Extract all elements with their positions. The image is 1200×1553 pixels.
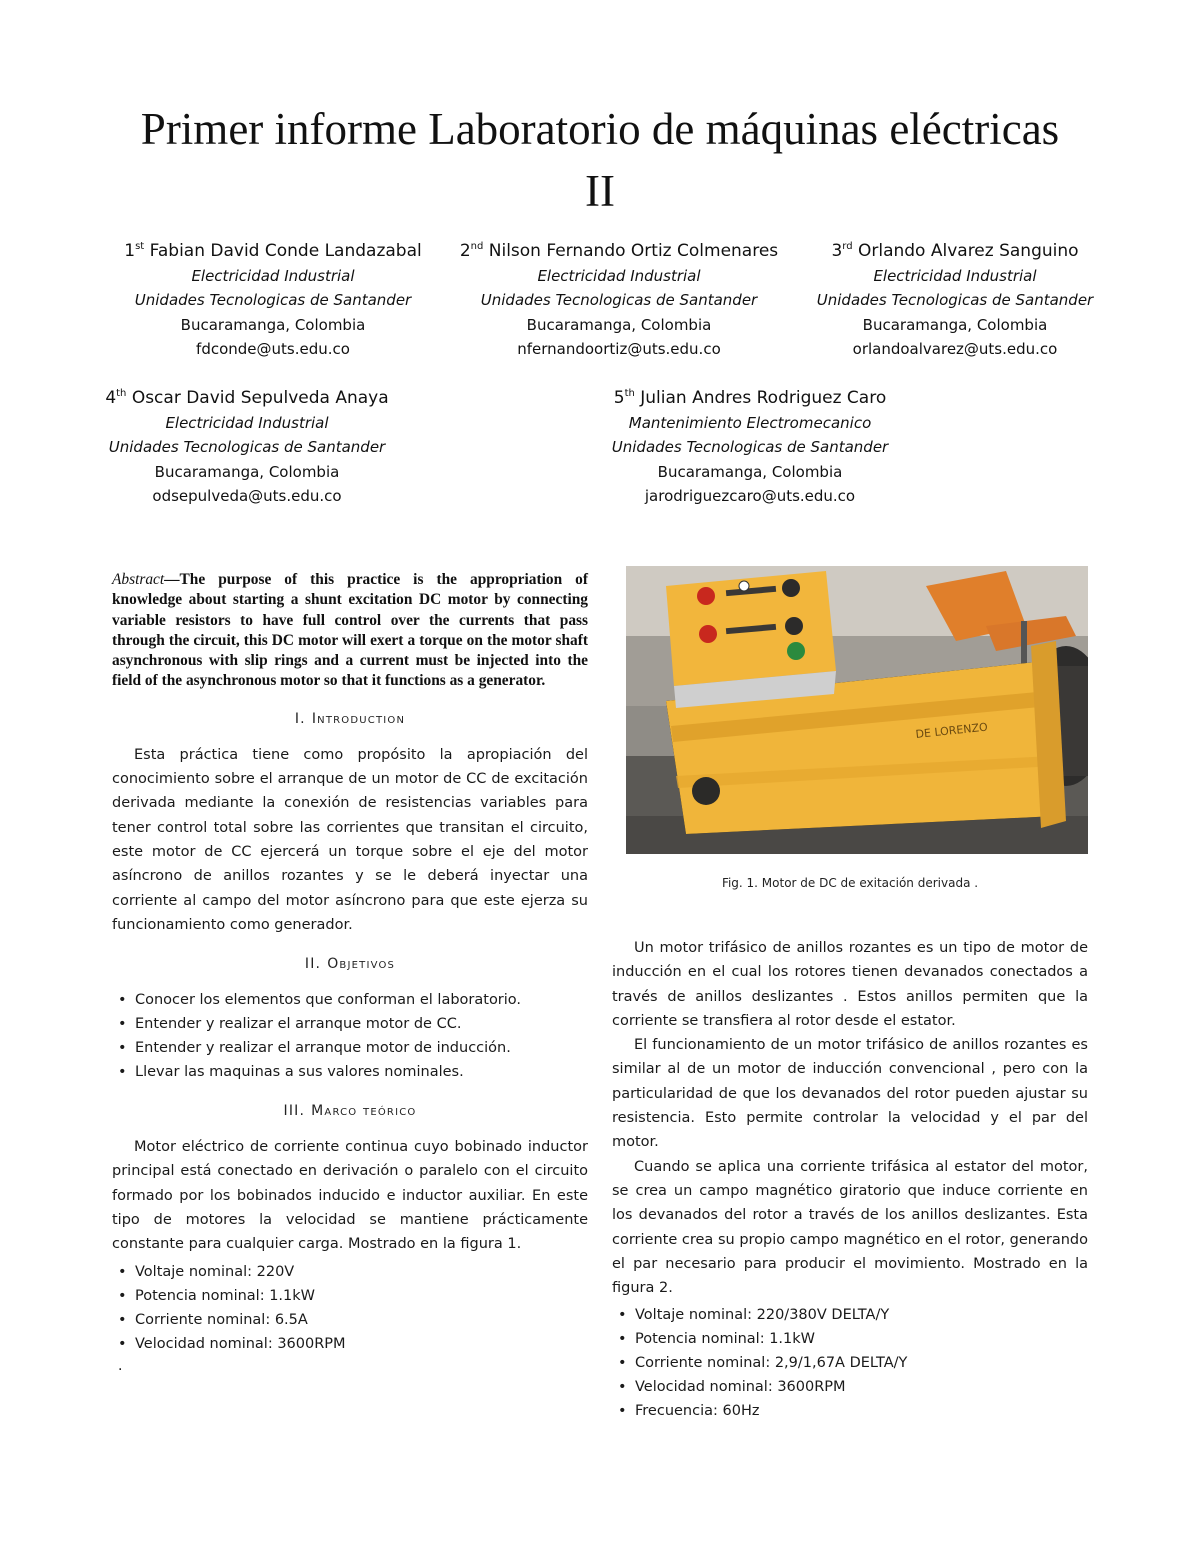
list-item: • Frecuencia: 60Hz <box>618 1399 1088 1423</box>
list-item: • Conocer los elementos que conforman el laboratorio. <box>118 988 588 1012</box>
list-item: • Voltaje nominal: 220/380V DELTA/Y <box>618 1303 1088 1327</box>
list-item: • Voltaje nominal: 220V <box>118 1260 588 1284</box>
list-item: • Potencia nominal: 1.1kW <box>618 1327 1088 1351</box>
author-organization: Unidades Tecnologicas de Santander <box>480 291 758 309</box>
author-email[interactable]: nfernandoortiz@uts.edu.co <box>517 340 721 358</box>
author-block-1 <box>88 235 458 362</box>
list-item: • Entender y realizar el arranque motor de CC. <box>118 1012 588 1036</box>
author-city: Bucaramanga, Colombia <box>180 315 366 334</box>
author-email[interactable]: fdconde@uts.edu.co <box>196 340 350 358</box>
title-line-2: II <box>585 166 615 216</box>
abstract-lead: Abstract <box>112 571 165 588</box>
figure-caption: Fig. 1. Motor de DC de exitación derivada . <box>721 876 979 890</box>
author-name: 5th Julian Andres Rodriguez Caro <box>613 388 887 408</box>
induction-motor-specs-list <box>612 1303 1088 1423</box>
list-item: • Entender y realizar el arranque motor de inducción. <box>118 1036 588 1060</box>
list-item: • Llevar las maquinas a sus valores nominales. <box>118 1060 588 1084</box>
author-email[interactable]: jarodriguezcaro@uts.edu.co <box>644 487 856 505</box>
author-city: Bucaramanga, Colombia <box>657 462 843 481</box>
dc-motor-specs-list <box>112 1260 588 1356</box>
slip-ring-paragraph-2: El funcionamiento de un motor trifásico de anillos rozantes es similar al de un motor de inducción convencional , pero con la particularidad de que los devanados del rotor pueden ajustar su resistencia. Esto permite controlar la velocidad y el par del motor. <box>612 1037 1088 1151</box>
right-column <box>612 936 1088 1423</box>
section-heading-introduction: I. Introduction <box>294 710 406 727</box>
left-column <box>112 570 588 1376</box>
author-email[interactable]: orlandoalvarez@uts.edu.co <box>852 340 1058 358</box>
list-item: • Potencia nominal: 1.1kW <box>118 1284 588 1308</box>
slip-ring-paragraph-1: Un motor trifásico de anillos rozantes es un tipo de motor de inducción en el cual los rotores tienen devanados conectados a través de anillos deslizantes . Estos anillos permiten que la corriente se transfiera al rotor desde el estator. <box>612 940 1088 1029</box>
author-department: Electricidad Industrial <box>873 266 1037 285</box>
section-heading-objetivos: II. Objetivos <box>304 956 396 973</box>
motor-brand-label: DE LORENZO <box>914 720 989 741</box>
author-department: Mantenimiento Electromecanico <box>628 413 872 432</box>
list-item: • Corriente nominal: 6.5A <box>118 1308 588 1332</box>
section-heading-marco-teorico: III. Marco teórico <box>283 1103 417 1120</box>
author-block-4 <box>62 382 432 509</box>
abstract-body: —The purpose of this practice is the appropriation of knowledge about starting a shunt excitation DC motor by connecting variable resistors to have full control over the currents that pass through the circuit, this DC motor will exert a torque on the motor shaft asynchronous with slip rings and a current must be injected into the field of the asynchronous motor so that it functions as a generator. <box>112 571 588 690</box>
author-organization: Unidades Tecnologicas de Santander <box>134 291 412 309</box>
abstract <box>112 570 588 692</box>
objectives-list <box>112 988 588 1084</box>
author-block-5 <box>565 382 935 509</box>
introduction-paragraph: Esta práctica tiene como propósito la apropiación del conocimiento sobre el arranque de un motor de CC de excitación derivada mediante la conexión de resistencias variables para tener control total sobre las corrientes que transitan el circuito, este motor de CC ejercerá un torque sobre el eje del motor asíncrono de anillos rozantes y se le deberá inyectar una corriente al campo del motor asíncrono para que este ejerza su funcionamiento como generador. <box>112 746 588 933</box>
list-item: • Velocidad nominal: 3600RPM <box>618 1375 1088 1399</box>
author-department: Electricidad Industrial <box>191 266 355 285</box>
author-block-2 <box>434 235 804 362</box>
marco-teorico-paragraph: Motor eléctrico de corriente continua cuyo bobinado inductor principal está conectado en derivación o paralelo con el circuito formado por los bobinados inducido e inductor auxiliar. En este tipo de motores la velocidad se mantiene prácticamente constante para cualquier carga. Mostrado en la figura 1. <box>112 1139 588 1253</box>
dc-motor-illustration <box>626 566 1088 854</box>
slip-ring-paragraph-3: Cuando se aplica una corriente trifásica al estator del motor, se crea un campo magnético giratorio que induce corriente en los devanados del rotor a través de los anillos deslizantes. Esta corriente crea su propio campo magnético en el rotor, generando el par necesario para producir el movimiento. Mostrado en la figura 2. <box>612 1158 1088 1297</box>
title-line-1: Primer informe Laboratorio de máquinas eléctricas <box>140 104 1060 154</box>
list-item: • Velocidad nominal: 3600RPM <box>118 1332 588 1356</box>
author-name: 2nd Nilson Fernando Ortiz Colmenares <box>459 241 779 261</box>
author-name: 1st Fabian David Conde Landazabal <box>124 241 422 261</box>
author-city: Bucaramanga, Colombia <box>862 315 1048 334</box>
author-name: 3rd Orlando Alvarez Sanguino <box>831 241 1079 261</box>
figure-dc-motor-photo <box>626 566 1088 854</box>
author-name: 4th Oscar David Sepulveda Anaya <box>105 388 389 408</box>
author-department: Electricidad Industrial <box>537 266 701 285</box>
list-item: • Corriente nominal: 2,9/1,67A DELTA/Y <box>618 1351 1088 1375</box>
author-organization: Unidades Tecnologicas de Santander <box>611 438 889 456</box>
author-city: Bucaramanga, Colombia <box>154 462 340 481</box>
author-organization: Unidades Tecnologicas de Santander <box>108 438 386 456</box>
trailing-period: . <box>118 1357 123 1374</box>
author-email[interactable]: odsepulveda@uts.edu.co <box>152 487 342 505</box>
author-organization: Unidades Tecnologicas de Santander <box>816 291 1094 309</box>
paper-title <box>100 98 1100 222</box>
author-block-3 <box>770 235 1140 362</box>
author-city: Bucaramanga, Colombia <box>526 315 712 334</box>
author-department: Electricidad Industrial <box>165 413 329 432</box>
